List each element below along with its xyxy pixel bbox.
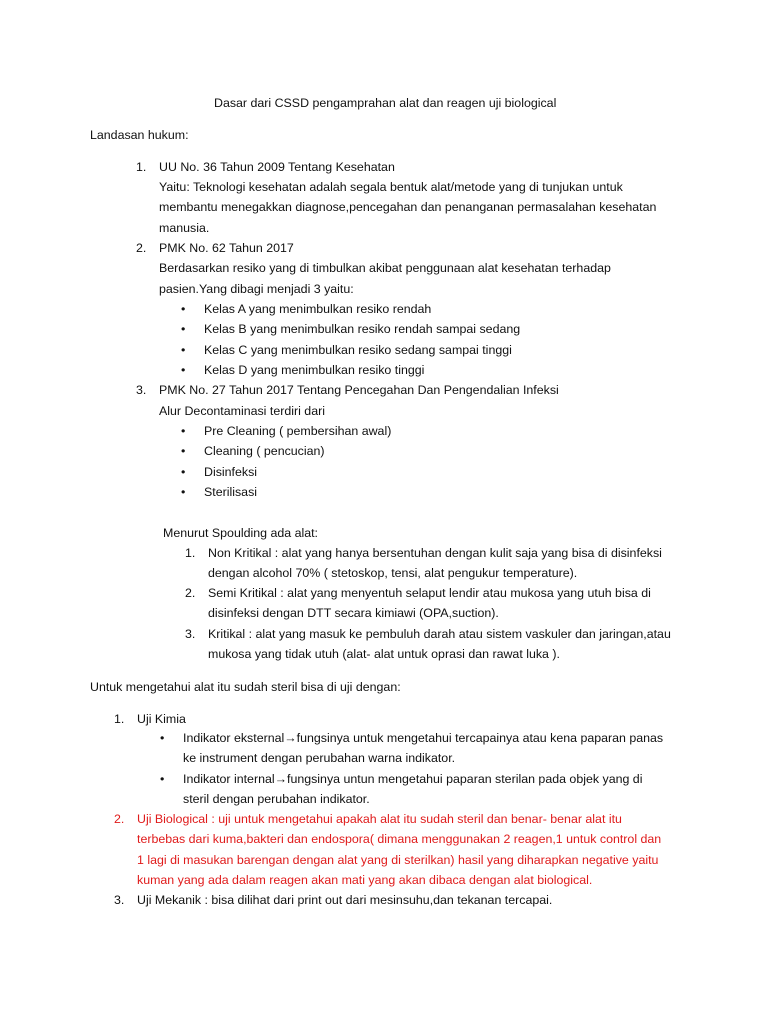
list-item-text: UU No. 36 Tahun 2009 Tentang Kesehatan [159,160,395,174]
list-item-text: pasien.Yang dibagi menjadi 3 yaitu: [159,282,354,296]
bullet-icon: • [181,343,186,357]
list-item-text: Uji Mekanik : bisa dilihat dari print out dari mesinsuhu,dan tekanan tercapai. [137,893,553,907]
bullet-item: Kelas B yang menimbulkan resiko rendah sampai sedang [204,322,521,336]
list-item-text: membantu menegakkan diagnose,pencegahan dan penanganan permasalahan kesehatan [159,200,657,214]
list-item-text-highlight: kuman yang ada dalam reagen akan mati yang akan dibaca dengan alat biological. [137,873,593,887]
list-number: 1. [114,712,125,726]
list-item-text-highlight: 1 lagi di masukan barengan dengan alat yang di sterilkan) hasil yang diharapkan negative yaitu [137,853,659,867]
list-item-text: Non Kritikal : alat yang hanya bersentuhan dengan kulit saja yang bisa di disinfeksi [208,546,662,560]
bullet-icon: • [181,424,186,438]
list-item-text: Alur Decontaminasi terdiri dari [159,404,325,418]
bullet-item: Kelas A yang menimbulkan resiko rendah [204,302,432,316]
list-item-text: Uji Kimia [137,712,186,726]
list-number: 2. [136,241,147,255]
bullet-icon: • [160,731,165,745]
list-item-text: Kritikal : alat yang masuk ke pembuluh darah atau sistem vaskuler dan jaringan,atau [208,627,671,641]
list-number: 1. [136,160,147,174]
list-item-text: PMK No. 27 Tahun 2017 Tentang Pencegahan Dan Pengendalian Infeksi [159,383,559,397]
list-item-text: Yaitu: Teknologi kesehatan adalah segala bentuk alat/metode yang di tunjukan untuk [159,180,623,194]
bullet-item: Kelas C yang menimbulkan resiko sedang sampai tinggi [204,343,512,357]
list-item-text: Semi Kritikal : alat yang menyentuh selaput lendir atau mukosa yang utuh bisa di [208,586,651,600]
bullet-icon: • [181,302,186,316]
uji-intro: Untuk mengetahui alat itu sudah steril bisa di uji dengan: [90,680,401,694]
bullet-icon: • [181,363,186,377]
list-item-text: Berdasarkan resiko yang di timbulkan akibat penggunaan alat kesehatan terhadap [159,261,611,275]
bullet-item: ke instrument dengan perubahan warna indikator. [183,751,456,765]
list-number: 3. [136,383,147,397]
list-item-text: disinfeksi dengan DTT secara kimiawi (OPA,suction). [208,606,499,620]
bullet-item: Indikator eksternal→fungsinya untuk mengetahui tercapainya atau kena paparan panas [183,731,664,745]
bullet-item: steril dengan perubahan indikator. [183,792,370,806]
bullet-icon: • [181,444,186,458]
list-item-text: dengan alcohol 70% ( stetoskop, tensi, alat pengukur temperature). [208,566,578,580]
bullet-item: Disinfeksi [204,465,258,479]
list-number: 1. [185,546,196,560]
spoulding-heading: Menurut Spoulding ada alat: [163,526,318,540]
bullet-icon: • [181,465,186,479]
bullet-icon: • [181,322,186,336]
bullet-item: Kelas D yang menimbulkan resiko tinggi [204,363,425,377]
bullet-icon: • [160,772,165,786]
list-item-text: manusia. [159,221,210,235]
list-item-text: PMK No. 62 Tahun 2017 [159,241,294,255]
bullet-icon: • [181,485,186,499]
list-number: 3. [185,627,196,641]
bullet-item: Sterilisasi [204,485,258,499]
list-number: 3. [114,893,125,907]
bullet-item: Pre Cleaning ( pembersihan awal) [204,424,392,438]
bullet-item: Indikator internal→fungsinya untun mengetahui paparan sterilan pada objek yang di [183,772,643,786]
list-number: 2. [114,812,125,826]
list-number: 2. [185,586,196,600]
list-item-text: mukosa yang tidak utuh (alat- alat untuk oprasi dan rawat luka ). [208,647,560,661]
document-title: Dasar dari CSSD pengamprahan alat dan reagen uji biological [214,96,557,110]
landasan-heading: Landasan hukum: [90,128,189,142]
bullet-item: Cleaning ( pencucian) [204,444,325,458]
list-item-text-highlight: Uji Biological : uji untuk mengetahui apakah alat itu sudah steril dan benar- benar alat itu [137,812,622,826]
list-item-text-highlight: terbebas dari kuma,bakteri dan endospora( dimana menggunakan 2 reagen,1 untuk control dan [137,832,662,846]
